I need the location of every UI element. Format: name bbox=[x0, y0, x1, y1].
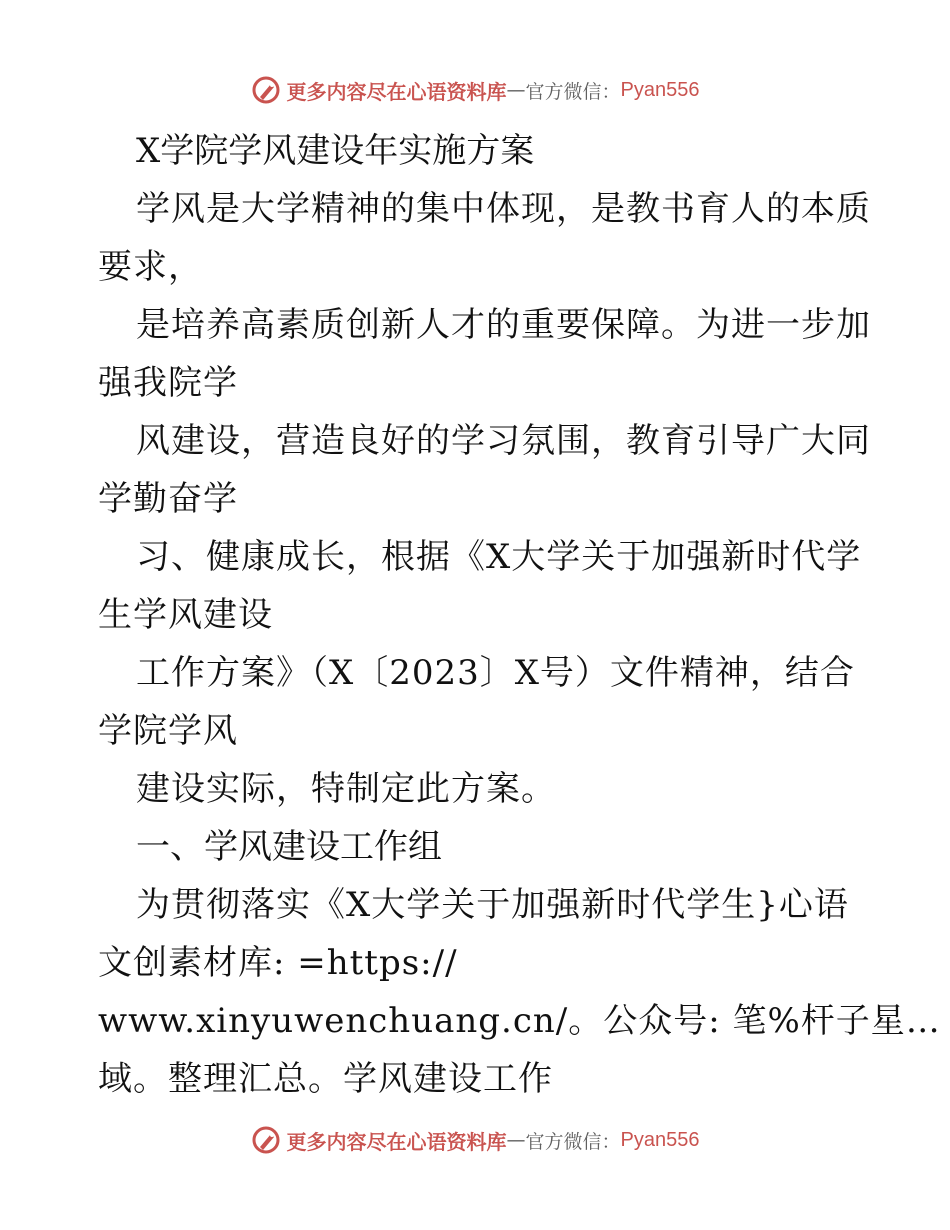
footer-banner-wechat-label: 官方微信： bbox=[525, 1130, 621, 1153]
paragraph-line: 学勤奋学 bbox=[98, 479, 238, 519]
paragraph-line: 生学风建设 bbox=[98, 595, 273, 635]
header-banner-main-text: 更多内容尽在心语资料库 bbox=[286, 79, 507, 104]
footer-banner-main-text: 更多内容尽在心语资料库 bbox=[286, 1129, 507, 1154]
paragraph-line: 文创素材库: =https:// bbox=[98, 943, 458, 983]
document-body bbox=[98, 122, 941, 1108]
paragraph-line: 工作方案》（X〔2023〕X号）文件精神，结合 bbox=[136, 653, 855, 693]
header-banner-wechat-label: 官方微信： bbox=[525, 80, 621, 103]
paragraph-line: 习、健康成长，根据《X大学关于加强新时代学 bbox=[136, 537, 862, 577]
paragraph-line: 为贯彻落实《X大学关于加强新时代学生}心语 bbox=[136, 885, 849, 925]
paragraph-line: 是培养高素质创新人才的重要保障。为进一步加 bbox=[136, 305, 871, 345]
section-heading: 一、学风建设工作组 bbox=[136, 827, 442, 867]
footer-banner bbox=[0, 1120, 950, 1160]
header-banner-wechat-id: Pyan556 bbox=[620, 78, 700, 101]
paragraph-line: 要求， bbox=[98, 247, 203, 287]
header-banner-dash: — bbox=[506, 79, 526, 101]
footer-banner-dash: — bbox=[506, 1129, 526, 1151]
paragraph-line: 学院学风 bbox=[98, 711, 238, 751]
document-title: X学院学风建设年实施方案 bbox=[136, 131, 535, 171]
pen-nib-logo-icon bbox=[251, 1125, 281, 1155]
header-banner bbox=[0, 70, 950, 110]
paragraph-line: 建设实际，特制定此方案。 bbox=[136, 769, 556, 809]
paragraph-line: www.xinyuwenchuang.cn/。公众号: 笔%杆子星… bbox=[98, 1001, 941, 1041]
paragraph-line: 学风是大学精神的集中体现，是教书育人的本质 bbox=[136, 189, 871, 229]
paragraph-line: 域。整理汇总。学风建设工作 bbox=[98, 1059, 553, 1099]
paragraph-line: 风建设，营造良好的学习氛围，教育引导广大同 bbox=[136, 421, 871, 461]
footer-banner-wechat-id: Pyan556 bbox=[620, 1128, 700, 1151]
pen-nib-logo-icon bbox=[251, 75, 281, 105]
paragraph-line: 强我院学 bbox=[98, 363, 238, 403]
